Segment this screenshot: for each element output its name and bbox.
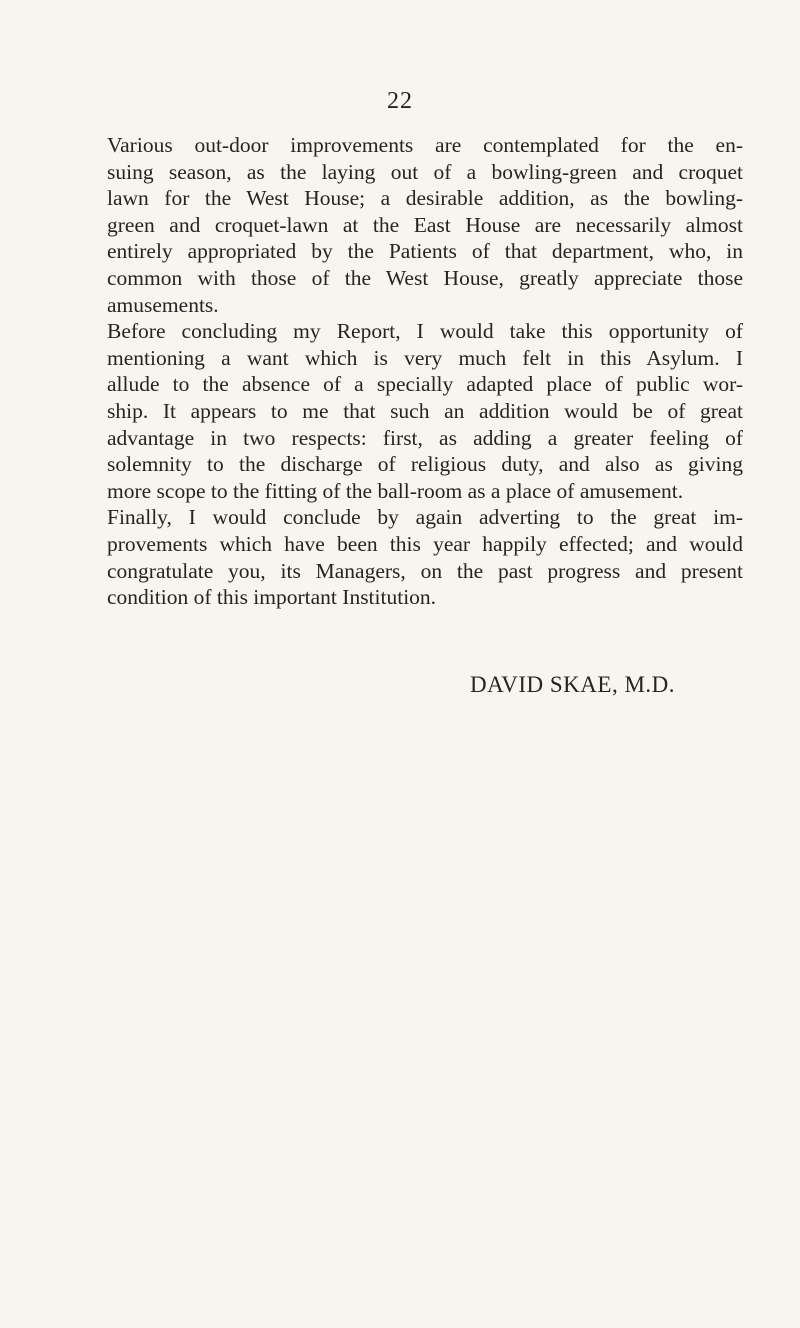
signature: DAVID SKAE, M.D. <box>470 672 676 697</box>
text-line: provements which have been this year happily effected; and would <box>107 531 743 556</box>
text-line: lawn for the West House; a desirable addition, as the bowling- <box>107 186 743 211</box>
paragraph-place-of-worship <box>107 318 743 504</box>
page-number: 22 <box>387 88 413 114</box>
paragraph-conclusion <box>107 504 743 610</box>
text-line: condition of this important Institution. <box>107 585 437 610</box>
text-line: entirely appropriated by the Patients of that department, who, in <box>107 239 743 264</box>
text-line: more scope to the fitting of the ball-room as a place of amusement. <box>107 478 684 503</box>
text-line: ship. It appears to me that such an addition would be of great <box>107 398 743 423</box>
text-line: advantage in two respects: first, as adding a greater feeling of <box>107 425 743 450</box>
text-line: Various out-door improvements are contemplated for the en- <box>107 133 743 157</box>
text-line: mentioning a want which is very much felt in this Asylum. I <box>107 345 743 370</box>
text-line: Finally, I would conclude by again adverting to the great im- <box>107 505 743 530</box>
text-line: solemnity to the discharge of religious duty, and also as giving <box>107 452 743 477</box>
text-line: allude to the absence of a specially adapted place of public wor- <box>107 372 743 397</box>
paragraph-outdoor-improvements <box>107 132 743 318</box>
text-line: green and croquet-lawn at the East House are necessarily almost <box>107 212 743 237</box>
text-line: congratulate you, its Managers, on the past progress and present <box>107 558 743 583</box>
report-body <box>107 132 743 611</box>
text-line: common with those of the West House, greatly appreciate those <box>107 265 743 290</box>
text-line: suing season, as the laying out of a bowling-green and croquet <box>107 159 743 184</box>
text-line: Before concluding my Report, I would take this opportunity of <box>107 319 743 344</box>
text-line: amusements. <box>107 292 219 317</box>
